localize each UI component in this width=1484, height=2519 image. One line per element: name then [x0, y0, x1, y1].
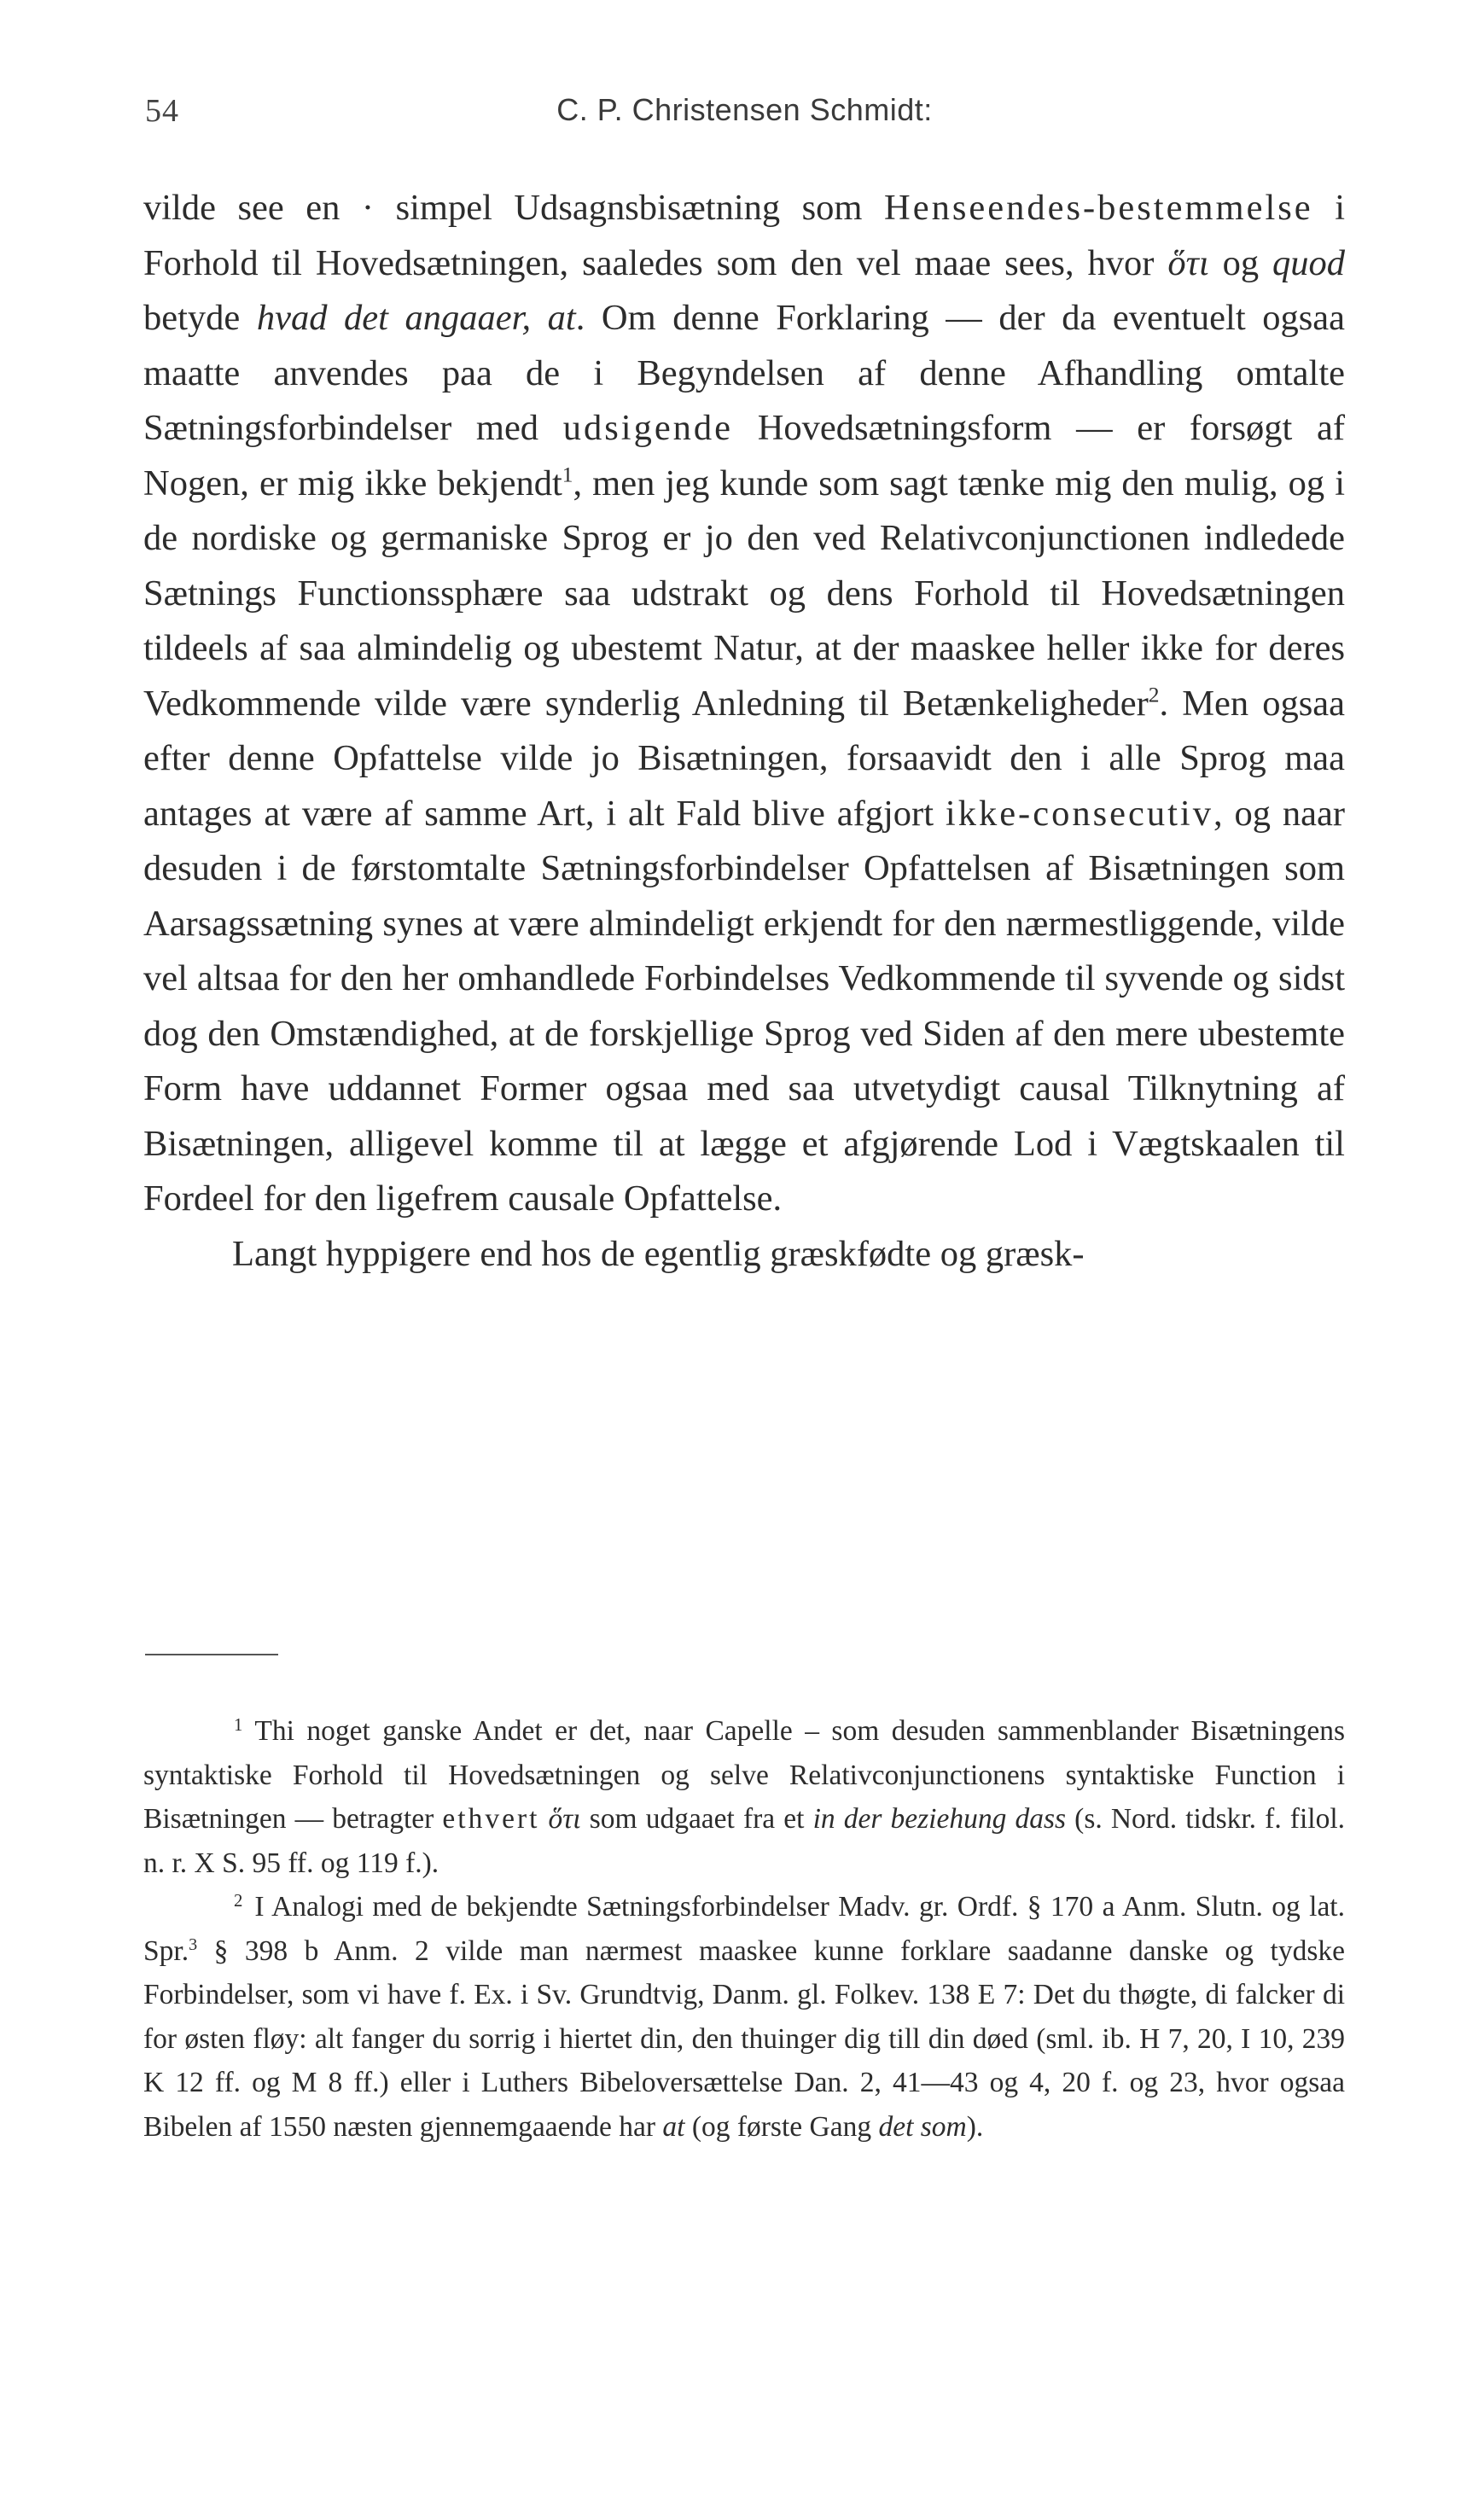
text-run: (og første Gang [684, 2110, 879, 2143]
page-header [145, 92, 1344, 137]
text-run: ). [966, 2110, 984, 2143]
text-run: Hovedsætningsform — er forsøgt af Nogen, er mig ikke bekjendt [143, 408, 1345, 503]
spaced-term: ethvert [442, 1803, 540, 1835]
paragraph-1 [143, 181, 1345, 1227]
spaced-term: udsigende [562, 408, 734, 448]
text-run: som udgaaet fra et [580, 1803, 813, 1835]
spaced-term: ikke-consecutiv [945, 793, 1213, 834]
text-run: , men jeg kunde som sagt tænke mig den mulig, og i de nordiske og germaniske Sprog er jo den ved Relativconjunctionen indledede Sætnings Functionssphære saa udstrakt og dens Forhold til Hovedsætningen tildeels af saa almindelig og ubestemt Natur, at der maaskee heller ikke for deres Vedkommende vilde være synderlig Anledning til Betænkeligheder [143, 462, 1346, 724]
footnote-1 [143, 1709, 1345, 1885]
footnote-ref-1[interactable]: 1 [562, 462, 573, 487]
spaced-term: Henseendes-bestemmelse [884, 188, 1313, 228]
footnotes [143, 1709, 1345, 2149]
edition-superscript: 3 [189, 1934, 198, 1954]
italic-phrase: det som [878, 2110, 967, 2143]
text-run [539, 1803, 548, 1835]
footnote-mark: 2 [234, 1890, 243, 1911]
latin-term: quod [1272, 242, 1346, 283]
text-run: vilde see en · simpel Udsagnsbisætning som [143, 188, 885, 228]
text-run: og [1208, 242, 1273, 283]
footnote-ref-2[interactable]: 2 [1148, 682, 1160, 707]
text-run: (s. Nord. tidskr. f. filol. n. r. X S. 95 ff. og 119 f.). [143, 1803, 1346, 1879]
footnote-divider [145, 1654, 278, 1655]
text-run: , og naar desuden i de førstomtalte Sætningsforbindelser Opfattelsen af Bisætningen som Aarsagssætning synes at være almindeligt erkjendt for den nærmestliggende, vilde vel altsaa for den her omhandlede Forbindelses Vedkommende til syvende og sidst dog den Omstændighed, at de forskjellige Sprog ved Siden af den mere ubestemte Form have uddannet Former ogsaa med saa utvetydigt causal Tilknytning af Bisætningen, alligevel komme til at lægge et afgjørende Lod i Vægtskaalen til Fordeel for den ligefrem causale Opfattelse. [143, 793, 1345, 1219]
main-text [143, 181, 1345, 1282]
text-run: i Forhold til Hovedsætningen, saaledes som den vel maae sees, hvor [143, 188, 1345, 283]
paragraph-2: Langt hyppigere end hos de egentlig græskfødte og græsk- [232, 1233, 1085, 1274]
page-number: 54 [145, 93, 179, 129]
footnote-2 [143, 1885, 1345, 2149]
text-run: § 398 b Anm. 2 vilde man nærmest maaskee kunne forklare saadanne danske og tydske Forbindelser, som vi have f. Ex. i Sv. Grundtvig, Danm. gl. Folkev. 138 E 7: Det du thøgte, di falcker di for østen fløy: alt fanger du sorrig i hiertet din, den thuinger dig till din døed (sml. ib. H 7, 20, I 10, 239 K 12 ff. og M 8 ff.) eller i Luthers Bibeloversættelse Dan. 2, 41—43 og 4, 20 f. og 23, hvor ogsaa Bibelen af 1550 næsten gjennemgaaende har [143, 1934, 1345, 2143]
footnote-mark: 1 [234, 1714, 243, 1735]
greek-term: ὅτι [1167, 242, 1209, 283]
running-head: C. P. Christensen Schmidt: [556, 92, 933, 127]
italic-word: at [662, 2110, 685, 2143]
italic-phrase: in der beziehung dass [812, 1803, 1067, 1835]
greek-term: ὅτι [548, 1803, 581, 1835]
text-run: . Men ogsaa efter denne Opfattelse vilde jo Bisætningen, forsaavidt den i alle Sprog maa antages at være af samme Art, i alt Fald blive afgjort [143, 683, 1346, 834]
text-run: . Om denne Forklaring — der da eventuelt ogsaa maatte anvendes paa de i Begyndelsen af denne Afhandling omtalte Sætningsforbindelser med [143, 298, 1345, 448]
italic-phrase: hvad det angaaer, at [256, 298, 576, 338]
text-run: betyde [143, 298, 257, 338]
text-run: Thi noget ganske Andet er det, naar Capelle – som desuden sammenblander Bisætningens syntaktiske Forhold til Hovedsætningen og selve Relativconjunctionens syntaktiske Function i Bisætningen — betragter [143, 1715, 1345, 1835]
text-run: I Analogi med de bekjendte Sætningsforbindelser Madv. gr. Ordf. § 170 a Anm. Slutn. og lat. Spr. [143, 1891, 1345, 1967]
